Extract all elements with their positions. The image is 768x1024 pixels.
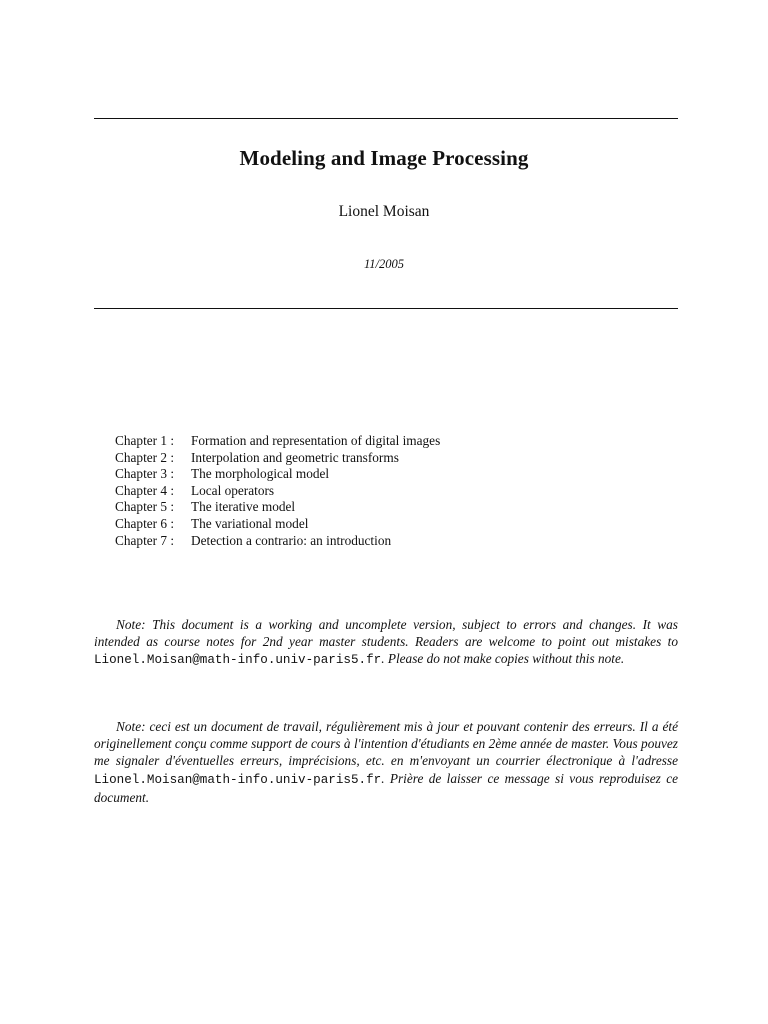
english-note	[94, 616, 678, 670]
french-note	[94, 718, 678, 806]
chapter-item	[115, 499, 440, 516]
french-note-text: Note: ceci est un document de travail, régulièrement mis à jour et pouvant contenir des erreurs. Il a été originellement conçu comme support de cours à l'intention d'étudiants en 2ème année de master. Vous pouvez me signaler d'éventuelles erreurs, imprécisions, etc. en m'envoyant un courrier électronique à l'adresse	[94, 719, 678, 769]
chapter-title: Local operators	[191, 482, 275, 498]
chapter-number: Chapter 3 :	[115, 466, 175, 482]
document-author: Lionel Moisan	[338, 203, 430, 220]
chapter-title: Detection a contrario: an introduction	[191, 532, 392, 548]
chapter-number: Chapter 7 :	[115, 532, 175, 548]
french-note-text-end: . Prière de laisser ce message si vous reproduisez ce document.	[94, 770, 678, 805]
chapter-title: Interpolation and geometric transforms	[191, 449, 399, 465]
chapter-item	[115, 466, 440, 483]
chapter-number: Chapter 5 :	[115, 499, 175, 515]
chapter-item	[115, 433, 440, 450]
chapter-item	[115, 450, 440, 467]
english-note-text: Note: This document is a working and uncomplete version, subject to errors and changes. It was intended as course notes for 2nd year master students. Readers are welcome to point out mistakes to	[94, 617, 678, 650]
chapter-title: The variational model	[191, 515, 309, 531]
chapter-number: Chapter 2 :	[115, 449, 175, 465]
chapter-number: Chapter 6 :	[115, 515, 175, 531]
chapter-number: Chapter 1 :	[115, 433, 175, 448]
chapter-item	[115, 533, 440, 550]
chapter-title: The iterative model	[191, 499, 296, 515]
chapter-item	[115, 483, 440, 500]
chapter-title: Formation and representation of digital images	[191, 433, 441, 448]
chapter-number: Chapter 4 :	[115, 482, 175, 498]
english-note-email: Lionel.Moisan@math-info.univ-paris5.fr	[94, 653, 382, 668]
document-title: Modeling and Image Processing	[239, 146, 529, 170]
english-note-text-end: . Please do not make copies without this note.	[381, 651, 625, 667]
top-rule	[94, 118, 678, 119]
chapter-title: The morphological model	[191, 466, 330, 482]
document-date: 11/2005	[363, 257, 405, 271]
chapter-item	[115, 516, 440, 533]
bottom-rule	[94, 308, 678, 309]
chapter-list	[115, 433, 440, 549]
french-note-email: Lionel.Moisan@math-info.univ-paris5.fr	[94, 772, 382, 787]
